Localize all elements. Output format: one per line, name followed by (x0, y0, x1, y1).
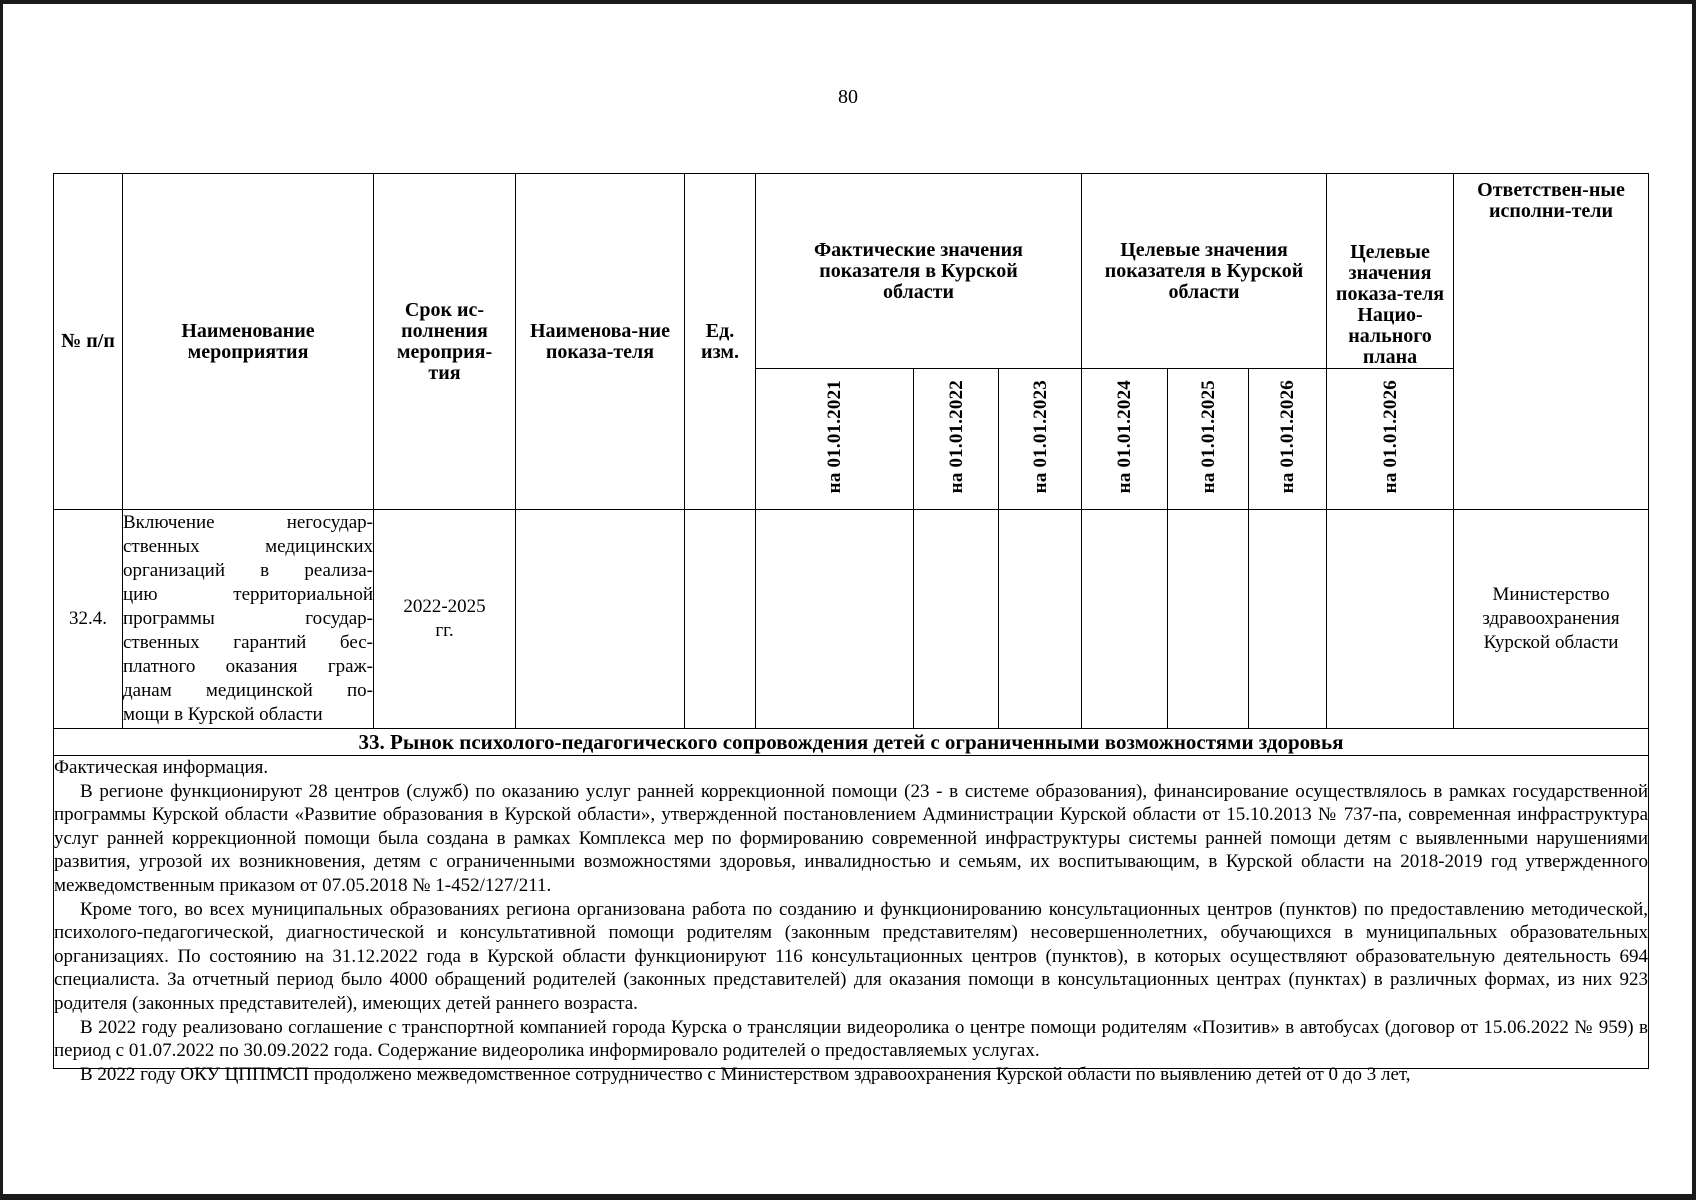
date-header-national-2026 (1327, 369, 1454, 510)
header-period: Срок ис-полнения мероприя-тия (374, 174, 516, 510)
row-value-2025 (1168, 510, 1249, 729)
header-indicator-name: Наименова-ние показа-теля (516, 174, 685, 510)
table-row (54, 510, 1649, 729)
date-header-2024 (1082, 369, 1168, 510)
row-number: 32.4. (54, 510, 123, 729)
date-label: на 01.01.2025 (1197, 379, 1219, 494)
header-unit: Ед. изм. (685, 174, 756, 510)
date-header-2025 (1168, 369, 1249, 510)
date-label: на 01.01.2021 (824, 379, 845, 494)
event-name-line: ственных медицинских (123, 536, 373, 557)
event-name-line: данам медицинской по- (123, 680, 373, 701)
event-name-line: ственных гарантий бес- (123, 632, 373, 653)
row-period (374, 510, 516, 729)
scan-border-right (1692, 0, 1696, 1200)
row-responsible (1454, 510, 1649, 729)
scan-border-top (0, 0, 1696, 4)
period-text: 2022-2025 гг. (403, 596, 486, 641)
info-text (54, 756, 1649, 1085)
paragraph: В 2022 году ОКУ ЦППМСП продолжено межведомственное сотрудничество с Министерством здравоохранения Курской области по выявлению детей от 0 до 3 лет, (80, 1063, 1411, 1085)
paragraph: В 2022 году реализовано соглашение с транспортной компанией города Курска о трансляции видеоролика о центре помощи родителям «Позитив» в автобусах (договор от 15.06.2022 № 959) в период с 01.07.2022 по 30.09.2022 года. Содержание видеоролика информировало родителей о предоставляемых услугах. (54, 1016, 1649, 1062)
event-name-line: мощи в Курской области (123, 704, 323, 725)
header-actual-values: Фактические значения показателя в Курской области (756, 174, 1082, 369)
date-header-2022 (914, 369, 999, 510)
info-text-cell (54, 756, 1649, 1085)
header-number: № п/п (54, 174, 123, 510)
paragraph: Фактическая информация. (54, 757, 269, 778)
event-name-line: программы государ- (123, 608, 373, 629)
header-national-plan: Целевые значения показа-теля Нацио-нального плана (1327, 174, 1454, 369)
date-label: на 01.01.2024 (1114, 379, 1135, 494)
row-value-2026 (1249, 510, 1327, 729)
date-label: на 01.01.2023 (1029, 379, 1051, 494)
paragraph: В регионе функционируют 28 центров (служб) по оказанию услуг ранней коррекционной помощи (23 - в системе образования), финансирование осуществлялось в рамках государственной программы Курской области «Развитие образования в Курской области», утвержденной постановлением Администрации Курской области от 15.10.2013 № 737-па, современная инфраструктура услуг ранней коррекционной помощи была создана в рамках Комплекса мер по формированию современной инфраструктуры системы ранней помощи детям с выявленными нарушениями развития, угрозой их возникновения, детям с ограниченными возможностями здоровья, инвалидностью и семьям, их воспитывающим, в Курской области на 2018-2019 год утвержденного межведомственным приказом от 07.05.2018 № 1-452/127/211. (54, 780, 1649, 896)
row-value-national-2026 (1327, 510, 1454, 729)
row-unit (685, 510, 756, 729)
section-title: 33. Рынок психолого-педагогического сопровождения детей с ограниченными возможностями здоровья (54, 729, 1649, 756)
row-value-2021 (756, 510, 914, 729)
paragraph: Кроме того, во всех муниципальных образованиях региона организована работа по созданию и функционированию консультационных центров (пунктов) по предоставлению методической, психолого-педагогической, диагностической и консультативной помощи родителям (законным представителям) несовершеннолетних, обучающихся в муниципальных образовательных организациях. По состоянию на 31.12.2022 года в Курской области функционируют 116 консультационных центров (пунктов), в которых осуществляют образовательную деятельность 694 специалиста. За отчетный период было 4000 обращений родителей (законных представителей) для оказания помощи в консультационных центрах (пунктах) в различных формах, из них 923 родителя (законных представителей), имеющих детей раннего возраста. (54, 898, 1649, 1014)
header-target-values: Целевые значения показателя в Курской области (1082, 174, 1327, 369)
date-header-2021 (756, 369, 914, 510)
row-indicator-name (516, 510, 685, 729)
section-heading-row (54, 729, 1649, 756)
date-header-2023 (999, 369, 1082, 510)
row-value-2023 (999, 510, 1082, 729)
date-label: на 01.01.2026 (1277, 379, 1298, 494)
header-responsible: Ответствен-ные исполни-тели (1454, 174, 1649, 510)
date-label: на 01.01.2022 (945, 379, 967, 494)
date-header-2026 (1249, 369, 1327, 510)
measures-table (53, 173, 1649, 1085)
header-row (54, 174, 1649, 369)
event-name-line: Включение негосудар- (123, 512, 373, 533)
header-event-name: Наименование мероприятия (123, 174, 374, 510)
date-label: на 01.01.2026 (1379, 379, 1401, 494)
event-name-line: платного оказания граж- (123, 656, 373, 677)
info-text-row (54, 756, 1649, 1069)
row-value-2022 (914, 510, 999, 729)
responsible-text: Министерство здравоохранения Курской области (1482, 584, 1620, 653)
page-number: 80 (838, 86, 858, 108)
event-name-line: организаций в реализа- (123, 560, 373, 581)
row-event-name (123, 510, 374, 729)
event-name-line: цию территориальной (123, 584, 373, 605)
scan-border-left (0, 0, 3, 1200)
row-value-2024 (1082, 510, 1168, 729)
scan-border-bottom (0, 1194, 1696, 1200)
